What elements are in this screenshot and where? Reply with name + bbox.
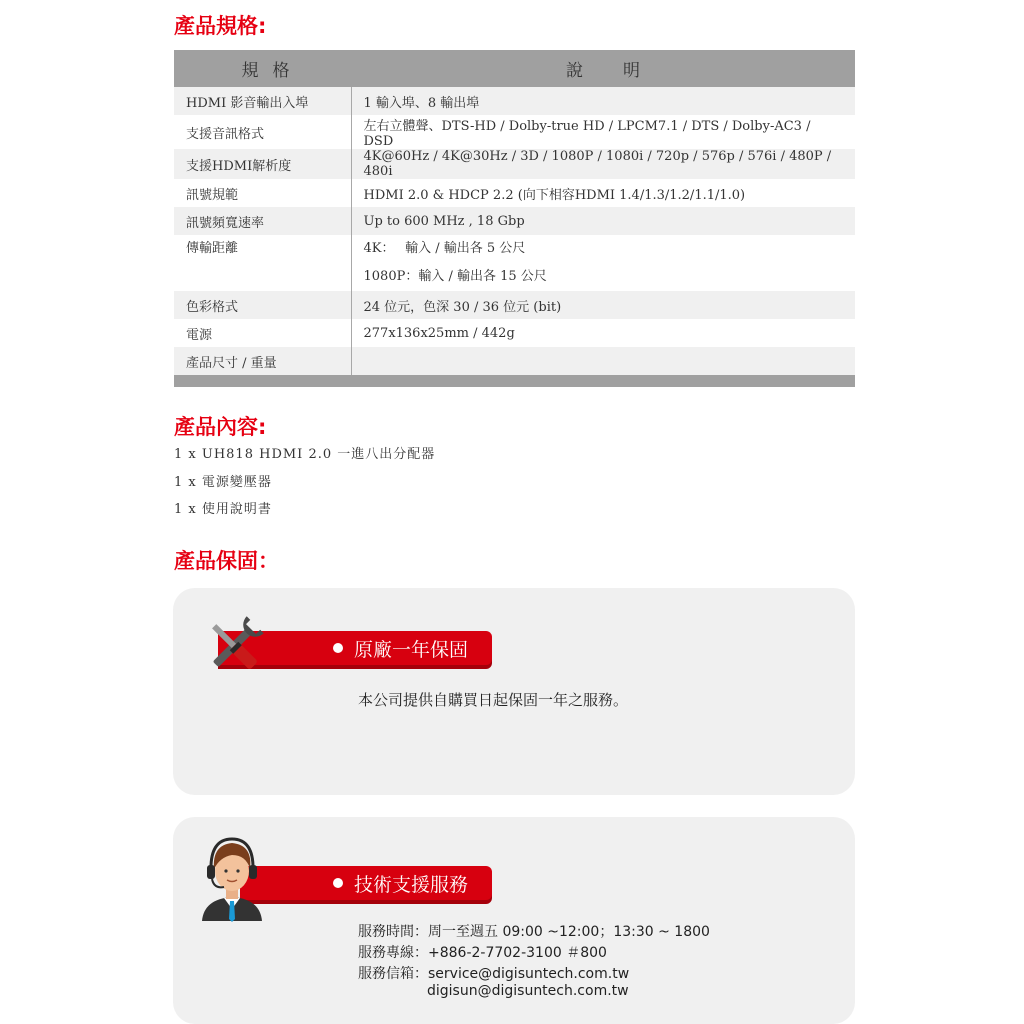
list-item: 1 x 使用說明書 xyxy=(174,502,272,517)
support-agent-icon xyxy=(198,835,266,923)
spec-section-title: 產品規格: xyxy=(174,14,267,38)
spec-header-col1: 規格 xyxy=(174,50,351,87)
spec-value: 1 輸入埠、8 輸出埠 xyxy=(351,87,855,115)
support-ribbon-label: 技術支援服務 xyxy=(354,874,469,896)
spec-value: 4K@60Hz / 4K@30Hz / 3D / 1080P / 1080i / 720p / 576p / 576i / 480P / 480i xyxy=(351,149,855,179)
spec-label: HDMI 影音輸出入埠 xyxy=(174,87,351,115)
warranty-section-title: 產品保固： xyxy=(174,549,279,573)
table-row xyxy=(174,115,855,149)
contents-section-title: 產品內容: xyxy=(174,415,267,439)
table-row xyxy=(174,235,855,291)
spec-value: Up to 600 MHz , 18 Gbp xyxy=(351,207,855,235)
spec-label: 產品尺寸 / 重量 xyxy=(174,347,351,375)
spec-label: 訊號頻寬速率 xyxy=(174,207,351,235)
spec-label: 傳輸距離 xyxy=(174,235,351,291)
spec-label: 訊號規範 xyxy=(174,179,351,207)
spec-table xyxy=(174,50,855,387)
support-email-secondary[interactable]: digisun@digisuntech.com.tw xyxy=(427,983,629,999)
list-item: 1 x 電源變壓器 xyxy=(174,475,272,490)
spec-value xyxy=(351,347,855,375)
spec-label: 色彩格式 xyxy=(174,291,351,319)
table-row xyxy=(174,347,855,375)
table-row xyxy=(174,87,855,115)
table-row xyxy=(174,149,855,179)
table-row xyxy=(174,291,855,319)
spec-header-col2: 說明 xyxy=(351,50,855,87)
table-row xyxy=(174,179,855,207)
support-email[interactable]: 服務信箱：service@digisuntech.com.tw xyxy=(358,966,630,982)
support-hours: 服務時間：周一至週五 09:00 ~12:00；13:30 ~ 1800 xyxy=(358,924,710,940)
spec-label: 支援HDMI解析度 xyxy=(174,149,351,179)
spec-value: HDMI 2.0 & HDCP 2.2 (向下相容HDMI 1.4/1.3/1.2/1.1/1.0) xyxy=(351,179,855,207)
spec-value xyxy=(351,235,855,291)
spec-value-line: 4K： 輸入 / 輸出各 5 公尺 xyxy=(363,241,526,256)
warranty-ribbon-label: 原廠一年保固 xyxy=(354,639,469,661)
tools-icon xyxy=(200,612,268,680)
spec-value: 24 位元，色深 30 / 36 位元 (bit) xyxy=(351,291,855,319)
spec-value: 277x136x25mm / 442g xyxy=(351,319,855,347)
spec-value: 左右立體聲、DTS-HD / Dolby-true HD / LPCM7.1 / DTS / Dolby-AC3 / DSD xyxy=(351,115,855,149)
list-item: 1 x UH818 HDMI 2.0 一進八出分配器 xyxy=(174,447,436,462)
warranty-text: 本公司提供自購買日起保固一年之服務。 xyxy=(358,691,629,709)
spec-value-line: 1080P：輸入 / 輸出各 15 公尺 xyxy=(363,269,547,284)
table-row xyxy=(174,207,855,235)
support-hotline: 服務專線：+886-2-7702-3100 ＃800 xyxy=(358,945,607,961)
spec-label: 支援音訊格式 xyxy=(174,115,351,149)
spec-table-footer xyxy=(174,375,855,387)
spec-label: 電源 xyxy=(174,319,351,347)
ribbon-bullet-icon xyxy=(333,878,343,888)
ribbon-bullet-icon xyxy=(333,643,343,653)
spec-table-header xyxy=(174,50,855,87)
table-row xyxy=(174,319,855,347)
